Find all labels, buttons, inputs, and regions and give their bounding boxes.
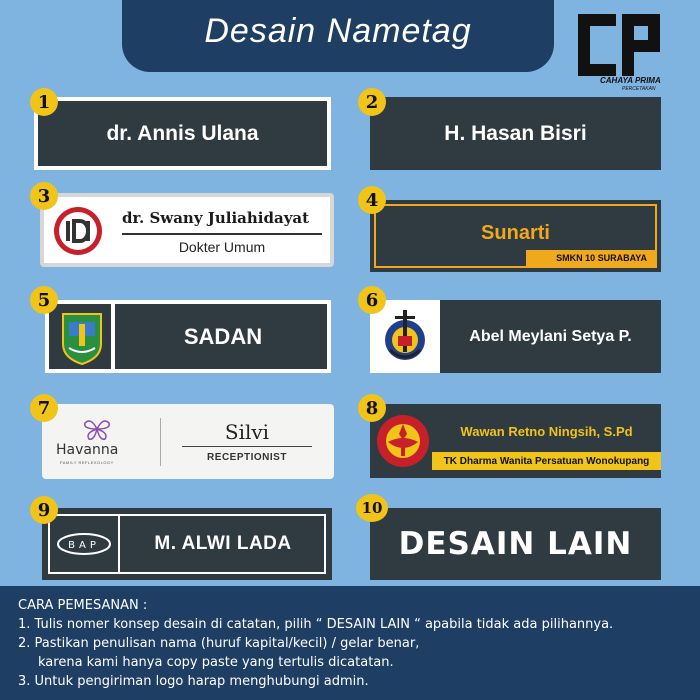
instructions-heading: CARA PEMESANAN : [18,598,148,613]
nametag-4[interactable] [370,200,661,272]
brand-label: Havanna [56,442,119,458]
number-badge: 8 [358,394,386,422]
nametag-name: SADAN [183,323,263,349]
nametag-10[interactable] [370,508,661,580]
nametag-name: dr. Swany Juliahidayat [122,209,310,227]
nametag-name: dr. Annis Ulana [42,105,323,162]
nametag-1[interactable] [34,97,331,170]
nametag-name: Sunarti [481,222,550,244]
number-badge: 6 [358,286,386,314]
nametag-title: RECEPTIONIST [207,452,287,463]
divider [160,418,161,466]
nametag-8[interactable] [370,404,661,478]
number-badge: 9 [30,496,58,524]
organization-label: TK Dharma Wanita Persatuan Wonokupang [432,452,661,470]
number-badge: 4 [358,186,386,214]
nametag-name: Silvi [224,420,270,444]
brand-sub: PERCETAKAN [622,86,656,92]
number-badge: 5 [30,286,58,314]
butterfly-icon [82,418,112,440]
ordering-instructions [0,586,700,700]
nametag-7[interactable] [42,404,334,479]
nametag-name: Wawan Retno Ningsih, S.Pd [460,424,633,439]
idi-logo-icon [52,205,104,257]
instruction-line: karena kami hanya copy paste yang tertulis dicatatan. [38,655,394,670]
nametag-name: H. Hasan Bisri [444,121,587,145]
number-badge: 10 [356,494,388,522]
brand-name: CAHAYA PRIMA [600,76,661,85]
instruction-line: 2. Pastikan penulisan nama (huruf kapital/kecil) / gelar benar, [18,636,420,651]
instruction-line: 3. Untuk pengiriman logo harap menghubungi admin. [18,674,369,689]
nametag-name: M. ALWI LADA [154,533,292,554]
provincial-emblem-icon [59,310,105,366]
nametag-9[interactable] [42,508,332,580]
anchor-emblem-icon [378,306,432,366]
nametag-title: Dokter Umum [178,239,266,255]
divider [122,233,322,235]
page-title: Desain Nametag [204,12,472,50]
dharma-wanita-logo-icon [376,412,430,470]
bap-logo-text: BAP [68,540,100,551]
nametag-6[interactable] [370,300,661,373]
nametag-2[interactable] [370,97,661,170]
bap-logo-icon [56,532,112,556]
number-badge: 2 [358,88,386,116]
number-badge: 1 [30,88,58,116]
nametag-name: DESAIN LAIN [398,526,633,562]
nametag-5[interactable] [45,300,331,373]
number-badge: 3 [30,182,58,210]
instruction-line: 1. Tulis nomer konsep desain di catatan, pilih “ DESAIN LAIN “ apabila tidak ada pilihannya. [18,617,614,632]
school-label: SMKN 10 SURABAYA [526,250,655,266]
header-banner [122,0,554,72]
brand-sub-label: FAMILY REFLEXOLOGY [60,460,114,465]
logo-panel [49,304,115,369]
nametag-3[interactable] [40,193,334,267]
divider [182,446,312,447]
nametag-name: Abel Meylani Setya P. [469,327,632,345]
number-badge: 7 [30,394,58,422]
